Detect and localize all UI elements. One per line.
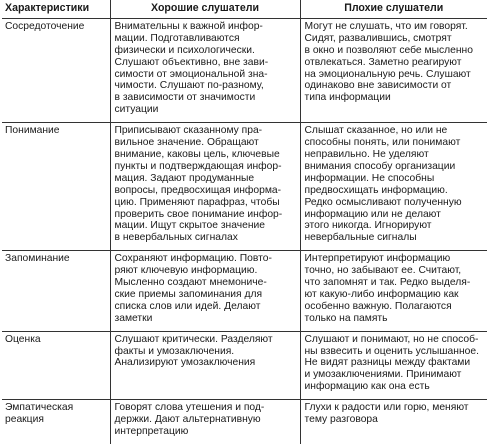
row-characteristic: Понимание — [2, 123, 110, 251]
table-row — [2, 331, 487, 400]
row-good-listeners: Приписывают сказанному пра- вильное значение. Обращают внимание, каковы цель, ключевые пункты и подтверждающая инфор- мация. Задают продуманные вопросы, предвосхищая информа- цию. Применяют парафраз, чтобы проверить свое понимание инфор- мации. Ищут скрытое значение в невербальных сигналах — [110, 123, 300, 251]
table-body — [2, 18, 487, 444]
row-good-listeners: Сохраняют информацию. Повто- ряют ключевую информацию. Мысленно создают мнемониче- ские приемы запоминания для списка слов или идей. Делают заметки — [110, 251, 300, 331]
row-good-listeners: Внимательны к важной инфор- мации. Подготавливаются физически и психологически. Слушают объективно, вне зави- симости от эмоциональной зна- чимости. Слушают по-разному, в зависимости от значимости ситуации — [110, 18, 300, 122]
table-row — [2, 18, 487, 122]
header-row — [2, 0, 487, 18]
table-row — [2, 123, 487, 251]
table-header — [2, 0, 487, 18]
table-row — [2, 251, 487, 331]
row-good-listeners: Говорят слова утешения и под- держки. Дают альтернативную интерпретацию — [110, 400, 300, 444]
row-characteristic: Эмпатическая реакция — [2, 400, 110, 444]
header-bad-listeners: Плохие слушатели — [300, 0, 487, 18]
row-bad-listeners: Могут не слушать, что им говорят. Сидят, развалившись, смотрят в окно и позволяют себе мысленно отвлекаться. Заметно реагируют на эмоциональную речь. Слушают одинаково вне зависимости от типа информации — [300, 18, 487, 122]
row-good-listeners: Слушают критически. Разделяют факты и умозаключения. Анализируют умозаключения — [110, 331, 300, 400]
row-bad-listeners: Слышат сказанное, но или не способны понять, или понимают неправильно. Не уделяют внимания способу организации информации. Не способны предвосхищать информацию. Редко осмысливают полученную информацию или не делают этого никогда. Игнорируют невербальные сигналы — [300, 123, 487, 251]
table-row — [2, 400, 487, 444]
row-bad-listeners: Интерпретируют информацию точно, но забывают ее. Считают, что запомнят и так. Редко выделя- ют какую-либо информацию как особенно важную. Полагаются только на память — [300, 251, 487, 331]
row-characteristic: Сосредоточение — [2, 18, 110, 122]
header-characteristics: Характеристики — [2, 0, 110, 18]
row-characteristic: Оценка — [2, 331, 110, 400]
row-bad-listeners: Слушают и понимают, но не способ- ны взвесить и оценить услышанное. Не видят разницы между фактами и умозаключениями. Принимают информацию как она есть — [300, 331, 487, 400]
row-characteristic: Запоминание — [2, 251, 110, 331]
header-good-listeners: Хорошие слушатели — [110, 0, 300, 18]
row-bad-listeners: Глухи к радости или горю, меняют тему разговора — [304, 402, 469, 426]
listeners-comparison-table — [2, 0, 487, 444]
